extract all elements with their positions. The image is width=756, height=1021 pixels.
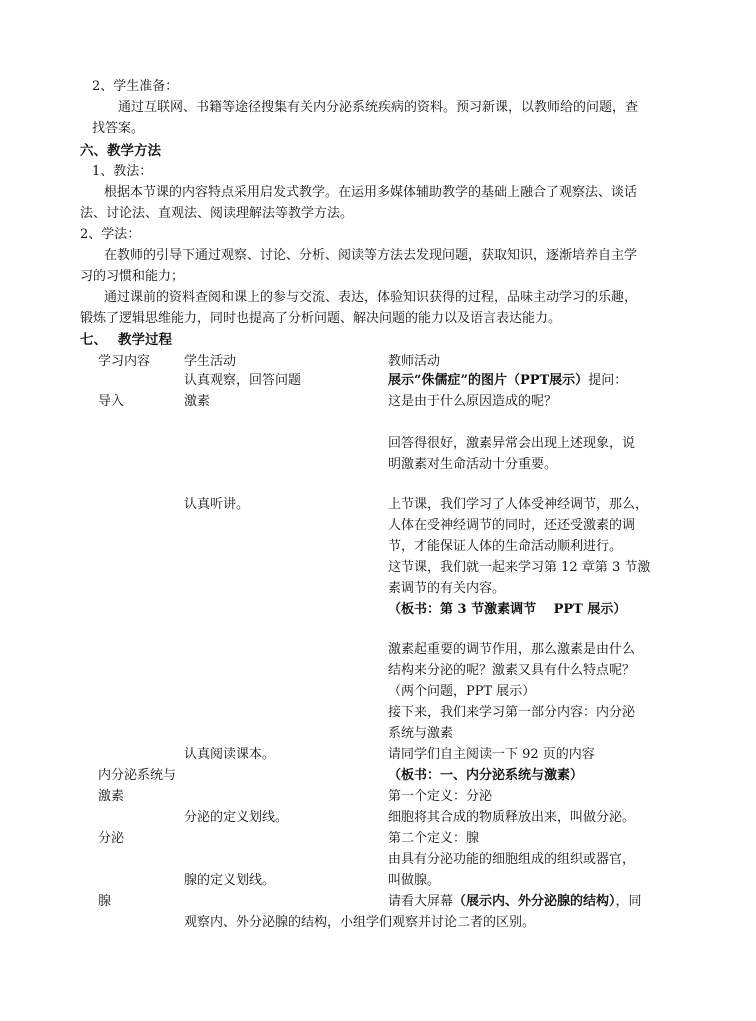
teacher-activity-text: ，同 (615, 894, 642, 909)
student-activity: 认真听讲。 (184, 497, 250, 512)
student-prep-heading: 2、学生准备： (92, 79, 179, 94)
student-prep-line: 找答案。 (92, 121, 145, 136)
teacher-activity: 由具有分泌功能的细胞组成的组织或器官， (388, 852, 636, 867)
teacher-activity: 激素起重要的调节作用，那么激素是由什么 (388, 642, 636, 657)
teacher-activity: 细胞将其合成的物质释放出来，叫做分泌。 (388, 810, 636, 825)
teacher-activity: 系统与激素 (388, 726, 454, 741)
teacher-activity: 这节课，我们就一起来学习第 12 章第 3 节激 (388, 560, 651, 575)
teaching-method-heading: 1、教法： (92, 164, 153, 179)
learning-method-line: 在教师的引导下通过观察、讨论、分析、阅读等方法去发现问题，获取知识，逐渐培养自主学 (104, 248, 638, 263)
teacher-activity: 第二个定义：腺 (388, 831, 480, 846)
teacher-activity-bold: （展示内、外分泌腺的结构） (453, 894, 616, 909)
student-activity: 认真观察，回答问题 (184, 373, 302, 388)
teacher-activity (388, 371, 627, 391)
content-label-secretion: 分泌 (98, 831, 125, 846)
content-label-intro: 导入 (98, 394, 125, 409)
teacher-activity-bold: 展示“侏儒症”的图片（PPT展示） (388, 373, 589, 388)
teaching-method-line: 法、讨论法、直观法、阅读理解法等教学方法。 (80, 206, 354, 221)
teacher-activity: 上节课，我们学习了人体受神经调节，那么， (388, 497, 649, 512)
student-prep-line: 通过互联网、书籍等途径搜集有关内分泌系统疾病的资料。预习新课，以教师给的问题，查 (118, 100, 639, 115)
teacher-activity: （两个问题，PPT 展示） (388, 684, 536, 699)
blackboard-note: （板书：一、内分泌系统与激素） (388, 768, 584, 783)
teacher-activity: 节，才能保证人体的生命活动顺利进行。 (388, 539, 623, 554)
student-activity: 激素 (184, 394, 211, 409)
student-activity: 认真阅读课本。 (184, 747, 276, 762)
section-heading-process-number: 七、 (80, 332, 107, 348)
teacher-activity-text: 提问： (588, 373, 628, 388)
teacher-activity-text: 请看大屏幕 (388, 894, 454, 909)
learning-method-line: 锻炼了逻辑思维能力，同时也提高了分析问题、解决问题的能力以及语言表达能力。 (80, 311, 562, 326)
student-activity: 分泌的定义划线。 (184, 810, 289, 825)
column-header-teacher: 教师活动 (388, 354, 441, 369)
section-heading-process: 教学过程 (118, 332, 172, 348)
learning-method-heading: 2、学法： (80, 227, 141, 242)
teacher-activity: 叫做腺。 (388, 873, 441, 888)
teacher-activity (388, 892, 642, 912)
teacher-activity: 这是由于什么原因造成的呢？ (388, 394, 558, 409)
teacher-activity: 回答得很好，激素异常会出现上述现象，说 (388, 436, 636, 451)
learning-method-line: 习的习惯和能力； (80, 269, 185, 284)
teacher-activity: 观察内、外分泌腺的结构，小组学们观察并讨论二者的区别。 (184, 915, 536, 930)
column-header-student: 学生活动 (184, 354, 237, 369)
teacher-activity: 人体在受神经调节的同时，还还受激素的调 (388, 518, 636, 533)
section-heading-methods: 六、教学方法 (80, 143, 161, 159)
teacher-activity: 第一个定义：分泌 (388, 789, 493, 804)
teacher-activity: 明激素对生命活动十分重要。 (388, 457, 558, 472)
content-label-hormone: 激素 (98, 789, 125, 804)
teacher-activity: 请同学们自主阅读一下 92 页的内容 (388, 747, 595, 762)
teacher-activity: 结构来分泌的呢？激素又具有什么特点呢？ (388, 663, 636, 678)
content-label-gland: 腺 (98, 894, 112, 909)
learning-method-line: 通过课前的资料查阅和课上的参与交流、表达，体验知识获得的过程，品味主动学习的乐趣， (104, 290, 638, 305)
teaching-method-line: 根据本节课的内容特点采用启发式教学。在运用多媒体辅助教学的基础上融合了观察法、谈话 (104, 185, 638, 200)
student-activity: 腺的定义划线。 (184, 873, 276, 888)
content-label-endocrine: 内分泌系统与 (98, 768, 177, 783)
teacher-activity: 素调节的有关内容。 (388, 581, 506, 596)
teacher-activity: 接下来，我们来学习第一部分内容：内分泌 (388, 705, 636, 720)
blackboard-note: （板书：第 3 节激素调节 PPT 展示） (388, 602, 627, 617)
column-header-content: 学习内容 (98, 354, 151, 369)
